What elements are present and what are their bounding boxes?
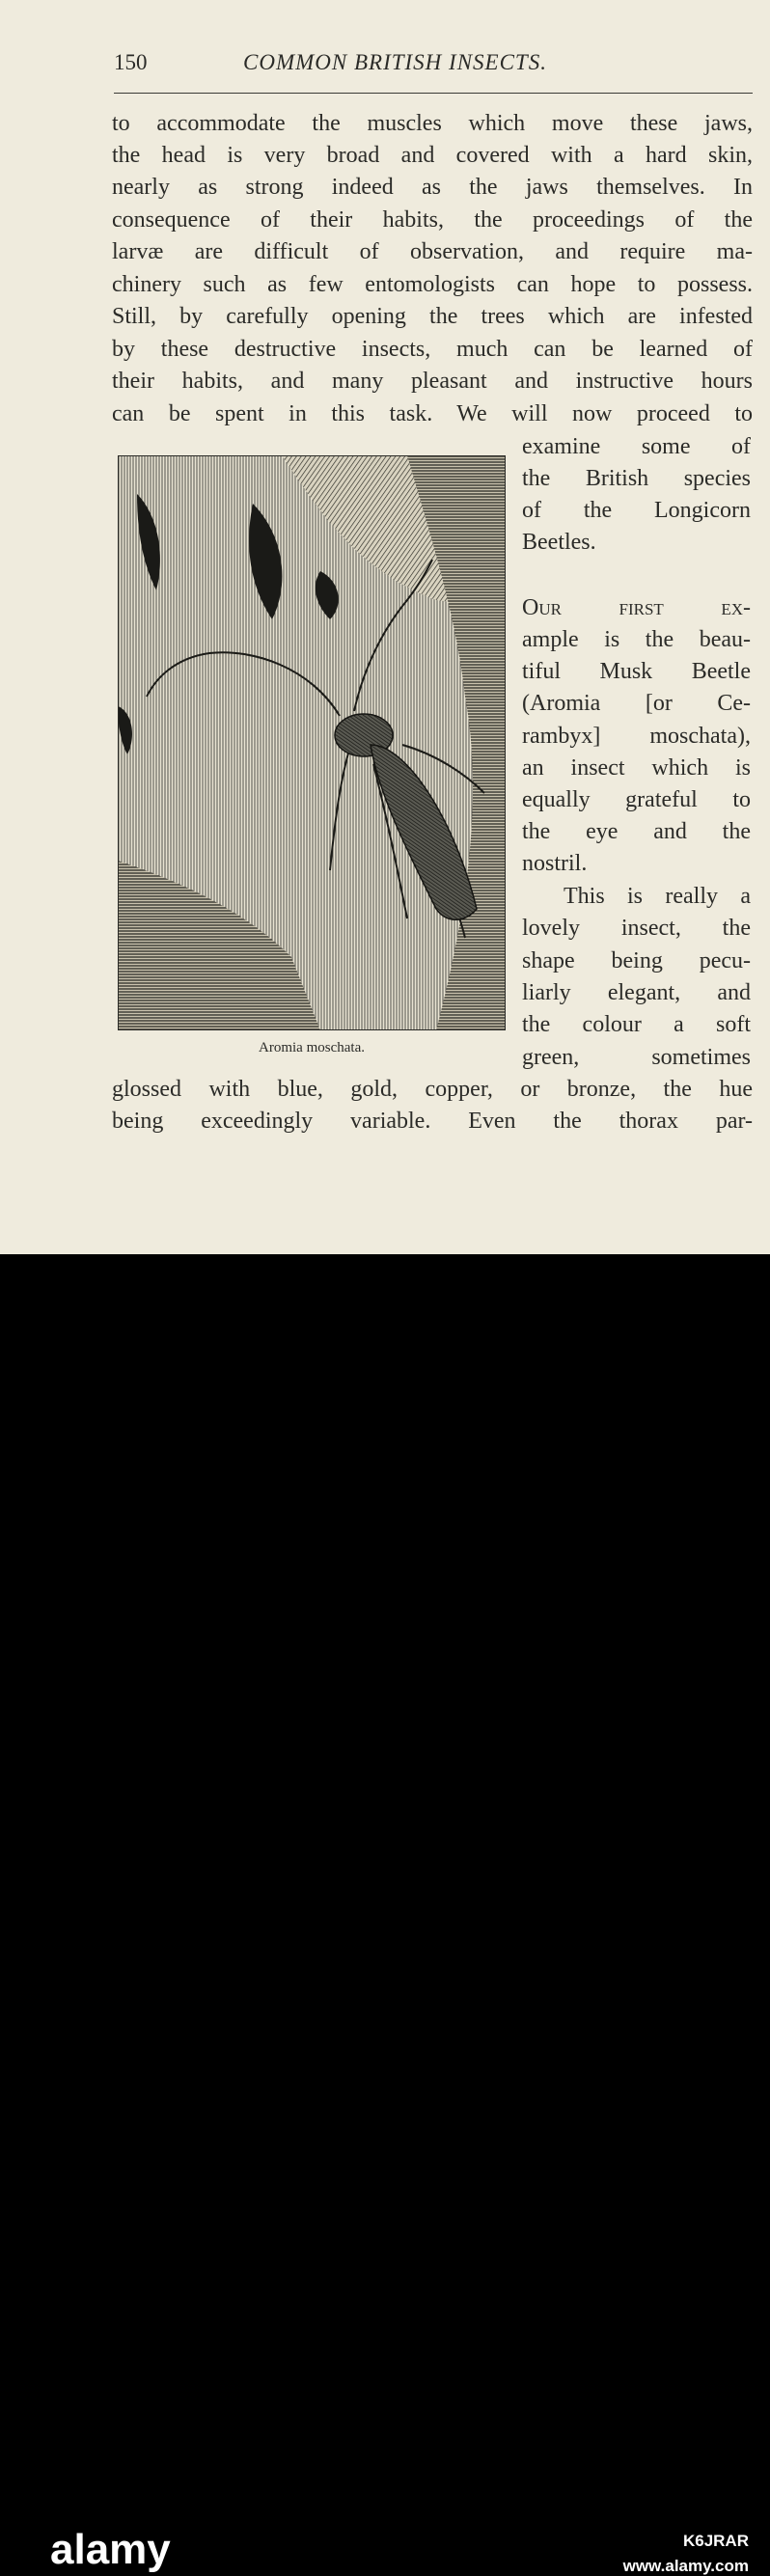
text-line: an insect which is — [522, 755, 751, 781]
text-line: Our first ex- — [522, 595, 751, 620]
text-line: the eye and the — [522, 819, 751, 844]
text-line: tiful Musk Beetle — [522, 659, 751, 684]
text-line: (Aromia [or Ce- — [522, 691, 751, 716]
text-line: green, sometimes — [522, 1045, 751, 1070]
text-line: This is really a — [564, 884, 751, 909]
text-line: Still, by carefully opening the trees which are infested — [112, 304, 753, 329]
text-line: to accommodate the muscles which move these jaws, — [112, 111, 753, 136]
text-line: rambyx] moschata), — [522, 724, 751, 749]
site-url: www.alamy.com — [622, 2557, 749, 2575]
text-line: ample is the beau- — [522, 627, 751, 652]
text-line: can be spent in this task. We will now proceed to — [112, 401, 753, 426]
text-line: by these destructive insects, much can be learned of — [112, 337, 753, 362]
text-line: equally grateful to — [522, 787, 751, 812]
beetle-engraving — [118, 455, 506, 1030]
text-line: Beetles. — [522, 530, 596, 555]
figure-caption: Aromia moschata. — [259, 1040, 365, 1055]
watermark-bar — [0, 1254, 770, 2575]
page-number: 150 — [114, 50, 148, 74]
text-line: nearly as strong indeed as the jaws themselves. In — [112, 175, 753, 200]
text-line: consequence of their habits, the proceedings of the — [112, 207, 753, 233]
text-line: shape being pecu- — [522, 948, 751, 973]
text-line: the colour a soft — [522, 1012, 751, 1037]
alamy-logo: alamy — [50, 2526, 171, 2573]
text-line: glossed with blue, gold, copper, or bronze, the hue — [112, 1077, 753, 1102]
book-page — [0, 0, 770, 1254]
text-line: of the Longicorn — [522, 498, 751, 523]
image-id: K6JRAR — [682, 2532, 749, 2550]
text-line: lovely insect, the — [522, 916, 751, 941]
text-line: larvæ are difficult of observation, and require ma- — [112, 239, 753, 264]
text-line: the British species — [522, 466, 751, 491]
page-header — [114, 50, 753, 85]
running-title: COMMON BRITISH INSECTS. — [243, 50, 547, 74]
text-line: their habits, and many pleasant and instructive hours — [112, 369, 753, 394]
text-line: examine some of — [522, 434, 751, 459]
header-rule — [114, 93, 753, 94]
text-line: being exceedingly variable. Even the thorax par- — [112, 1109, 753, 1134]
text-line: liarly elegant, and — [522, 980, 751, 1005]
text-line: chinery such as few entomologists can hope to possess. — [112, 272, 753, 297]
text-line: nostril. — [522, 851, 588, 876]
text-line: the head is very broad and covered with a hard skin, — [112, 143, 753, 168]
